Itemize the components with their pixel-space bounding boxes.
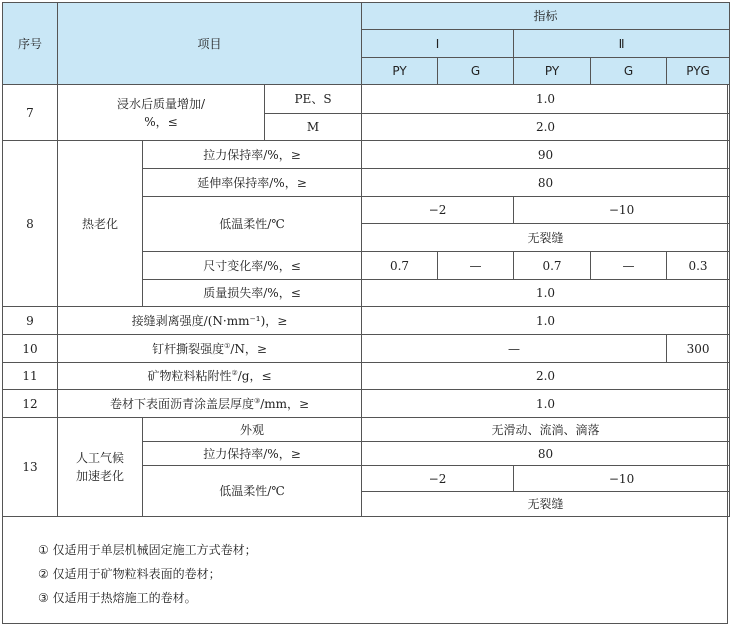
header-col-g-2: G <box>591 58 667 85</box>
footnote-3: ③ 仅适用于热熔施工的卷材。 <box>38 591 197 605</box>
value-cell: 无裂缝 <box>362 492 730 517</box>
value-cell: −10 <box>514 197 730 224</box>
table-row <box>3 141 730 169</box>
item-low-temp-flexibility: 低温柔性/℃ <box>143 466 362 517</box>
footnote-marker: ③ <box>253 396 261 405</box>
table-row <box>3 418 730 442</box>
item-seam-peel-strength: 接缝剥离强度/(N·mm⁻¹)，≥ <box>58 307 362 335</box>
header-col-py-1: PY <box>362 58 438 85</box>
item-text: /mm，≥ <box>260 396 310 411</box>
value-cell: 2.0 <box>362 363 730 390</box>
group-artificial-weathering <box>58 418 143 517</box>
value-cell: 无裂缝 <box>362 224 730 252</box>
item-text: 矿物粒料粘附性 <box>147 369 232 383</box>
item-line: 浸水后质量增加/ <box>116 96 206 111</box>
value-cell: 0.7 <box>362 252 438 280</box>
value-cell: −2 <box>362 466 514 492</box>
item-elongation-retention: 延伸率保持率/%，≥ <box>143 169 362 197</box>
item-tensile-retention: 拉力保持率/%，≥ <box>143 141 362 169</box>
value-cell: 90 <box>362 141 730 169</box>
group-heat-aging: 热老化 <box>58 141 143 307</box>
item-mass-loss: 质量损失率/%，≤ <box>143 280 362 307</box>
value-cell: — <box>438 252 514 280</box>
footnotes <box>38 538 257 610</box>
sub-item-m: M <box>265 114 362 141</box>
value-cell: 无滑动、流淌、滴落 <box>362 418 730 442</box>
footnote-2: ② 仅适用于矿物粒料表面的卷材； <box>38 567 221 581</box>
value-cell: 1.0 <box>362 85 730 114</box>
row-number: 8 <box>3 141 58 307</box>
value-cell: −10 <box>514 466 730 492</box>
header-col-pyg: PYG <box>667 58 730 85</box>
value-cell: 1.0 <box>362 390 730 418</box>
header-row <box>3 3 730 30</box>
footnote-1: ① 仅适用于单层机械固定施工方式卷材； <box>38 543 257 557</box>
value-cell: 300 <box>667 335 730 363</box>
table-row <box>3 390 730 418</box>
group-line: 人工气候 <box>75 451 124 465</box>
row-number: 7 <box>3 85 58 141</box>
item-text: /g，≤ <box>237 369 272 383</box>
value-cell: 1.0 <box>362 307 730 335</box>
table-row <box>3 307 730 335</box>
item-dimension-change: 尺寸变化率/%，≤ <box>143 252 362 280</box>
item-text: /N，≥ <box>230 341 267 356</box>
row-number: 9 <box>3 307 58 335</box>
row-number: 13 <box>3 418 58 517</box>
value-cell: 0.7 <box>514 252 591 280</box>
item-line: %，≤ <box>144 114 178 129</box>
row-number: 12 <box>3 390 58 418</box>
item-text: 钉杆撕裂强度 <box>152 341 225 356</box>
table-row <box>3 85 730 114</box>
item-water-mass-increase <box>58 85 265 141</box>
value-cell: — <box>591 252 667 280</box>
header-index: 指标 <box>362 3 730 30</box>
header-grade-1: Ⅰ <box>362 30 514 58</box>
footnote-marker: ① <box>224 341 231 350</box>
value-cell: 80 <box>362 442 730 466</box>
table-row <box>3 335 730 363</box>
header-col-py-2: PY <box>514 58 591 85</box>
item-low-temp-flexibility: 低温柔性/℃ <box>143 197 362 252</box>
item-tensile-retention: 拉力保持率/%，≥ <box>143 442 362 466</box>
value-cell: 80 <box>362 169 730 197</box>
header-seq: 序号 <box>3 3 58 85</box>
value-cell: −2 <box>362 197 514 224</box>
value-cell: 1.0 <box>362 280 730 307</box>
item-bitumen-coating-thickness <box>58 390 362 418</box>
row-number: 11 <box>3 363 58 390</box>
header-grade-2: Ⅱ <box>514 30 730 58</box>
sub-item-pe-s: PE、S <box>265 85 362 114</box>
item-text: 卷材下表面沥青涂盖层厚度 <box>109 396 254 411</box>
item-granule-adhesion <box>58 363 362 390</box>
group-line: 加速老化 <box>75 469 124 483</box>
value-cell: 2.0 <box>362 114 730 141</box>
item-appearance: 外观 <box>143 418 362 442</box>
spec-table <box>2 2 730 517</box>
footnote-marker: ② <box>231 369 238 377</box>
header-item: 项目 <box>58 3 362 85</box>
value-cell: 0.3 <box>667 252 730 280</box>
table-row <box>3 363 730 390</box>
header-col-g-1: G <box>438 58 514 85</box>
row-number: 10 <box>3 335 58 363</box>
item-nail-tear-strength <box>58 335 362 363</box>
value-cell: — <box>362 335 667 363</box>
